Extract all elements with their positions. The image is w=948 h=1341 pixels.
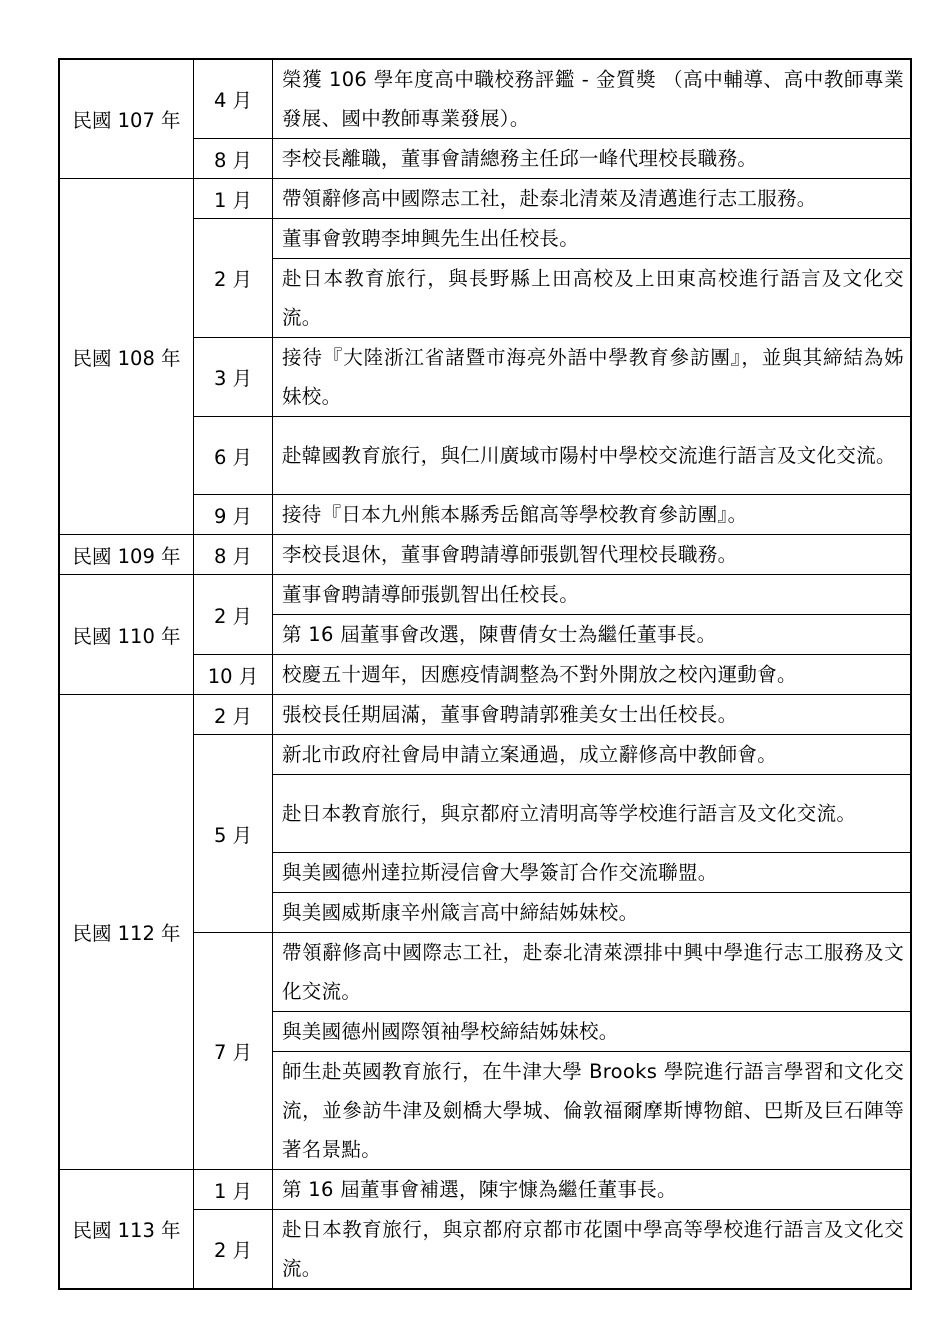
event-cell: 赴日本教育旅行，與京都府京都市花園中學高等學校進行語言及文化交流。 <box>273 1210 912 1290</box>
event-cell: 李校長退休，董事會聘請導師張凱智代理校長職務。 <box>273 535 912 575</box>
event-cell: 榮獲 106 學年度高中職校務評鑑 - 金質獎 （高中輔導、高中教師專業發展、國中教師專業發展）。 <box>273 59 912 139</box>
month-cell: 4 月 <box>194 59 273 139</box>
month-cell: 2 月 <box>194 575 273 655</box>
event-cell: 赴日本教育旅行，與京都府立清明高等学校進行語言及文化交流。 <box>273 775 912 853</box>
table-row <box>59 1170 911 1210</box>
month-cell: 9 月 <box>194 495 273 535</box>
event-cell: 董事會聘請導師張凱智出任校長。 <box>273 575 912 615</box>
month-cell: 7 月 <box>194 933 273 1170</box>
month-cell: 2 月 <box>194 1210 273 1290</box>
month-cell: 8 月 <box>194 535 273 575</box>
month-cell: 10 月 <box>194 655 273 695</box>
event-cell: 校慶五十週年，因應疫情調整為不對外開放之校內運動會。 <box>273 655 912 695</box>
year-cell: 民國 112 年 <box>59 695 194 1170</box>
table-row <box>59 179 911 219</box>
event-cell: 赴韓國教育旅行，與仁川廣域市陽村中學校交流進行語言及文化交流。 <box>273 417 912 495</box>
month-cell: 5 月 <box>194 735 273 933</box>
year-cell: 民國 109 年 <box>59 535 194 575</box>
event-cell: 師生赴英國教育旅行，在牛津大學 Brooks 學院進行語言學習和文化交流，並參訪牛津及劍橋大學城、倫敦福爾摩斯博物館、巴斯及巨石陣等著名景點。 <box>273 1052 912 1170</box>
event-cell: 接待『日本九州熊本縣秀岳館高等學校教育參訪團』。 <box>273 495 912 535</box>
month-cell: 6 月 <box>194 417 273 495</box>
year-cell: 民國 113 年 <box>59 1170 194 1290</box>
table-row <box>59 695 911 735</box>
year-cell: 民國 110 年 <box>59 575 194 695</box>
month-cell: 3 月 <box>194 338 273 417</box>
event-cell: 董事會敦聘李坤興先生出任校長。 <box>273 219 912 259</box>
event-cell: 與美國威斯康辛州箴言高中締結姊妹校。 <box>273 893 912 933</box>
month-cell: 2 月 <box>194 219 273 338</box>
event-cell: 新北市政府社會局申請立案通過，成立辭修高中教師會。 <box>273 735 912 775</box>
event-cell: 與美國德州達拉斯浸信會大學簽訂合作交流聯盟。 <box>273 853 912 893</box>
event-cell: 帶領辭修高中國際志工社，赴泰北清萊漂排中興中學進行志工服務及文化交流。 <box>273 933 912 1012</box>
table-row <box>59 535 911 575</box>
event-cell: 赴日本教育旅行，與長野縣上田高校及上田東高校進行語言及文化交流。 <box>273 259 912 338</box>
event-cell: 帶領辭修高中國際志工社，赴泰北清萊及清邁進行志工服務。 <box>273 179 912 219</box>
history-timeline-table <box>58 58 912 1290</box>
event-cell: 第 16 屆董事會補選，陳宇慷為繼任董事長。 <box>273 1170 912 1210</box>
month-cell: 1 月 <box>194 1170 273 1210</box>
year-cell: 民國 107 年 <box>59 59 194 179</box>
event-cell: 接待『大陸浙江省諸暨市海亮外語中學教育參訪團』，並與其締結為姊妹校。 <box>273 338 912 417</box>
month-cell: 8 月 <box>194 139 273 179</box>
event-cell: 李校長離職，董事會請總務主任邱一峰代理校長職務。 <box>273 139 912 179</box>
month-cell: 2 月 <box>194 695 273 735</box>
year-cell: 民國 108 年 <box>59 179 194 535</box>
timeline-body <box>59 59 911 1289</box>
month-cell: 1 月 <box>194 179 273 219</box>
table-row <box>59 575 911 615</box>
event-cell: 第 16 屆董事會改選，陳曹倩女士為繼任董事長。 <box>273 615 912 655</box>
event-cell: 與美國德州國際領袖學校締結姊妹校。 <box>273 1012 912 1052</box>
event-cell: 張校長任期屆滿，董事會聘請郭雅美女士出任校長。 <box>273 695 912 735</box>
table-row <box>59 59 911 139</box>
